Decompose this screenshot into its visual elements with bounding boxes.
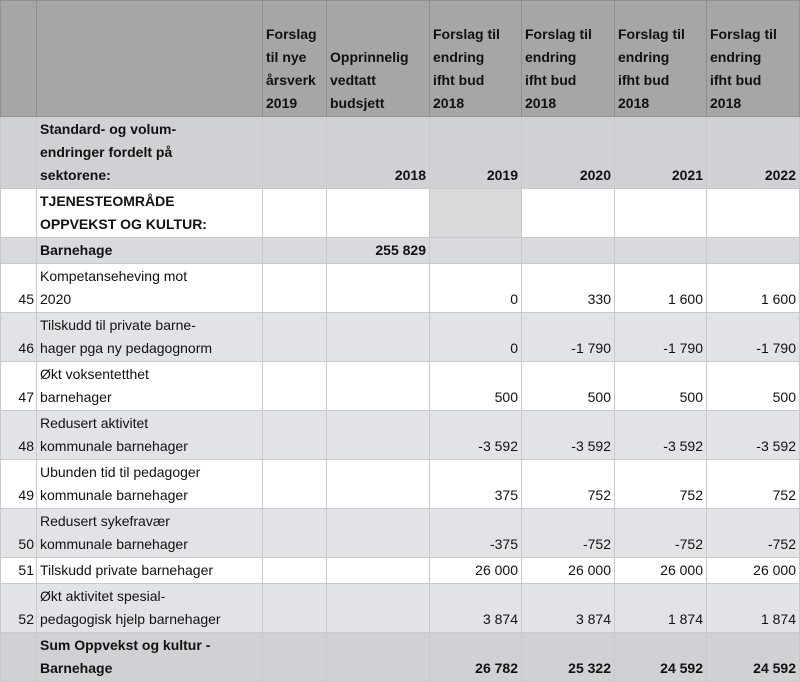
text-line: Opprinnelig: [330, 49, 409, 65]
row-description: [37, 584, 263, 633]
subsection-empty: [430, 238, 522, 264]
sector-blank: [1, 189, 37, 238]
row-value: -3 592: [707, 411, 800, 460]
subsection-empty: [263, 238, 327, 264]
row-value: 500: [430, 362, 522, 411]
row-value: 500: [522, 362, 615, 411]
year-cell: 2021: [615, 117, 707, 189]
sector-empty: [327, 189, 430, 238]
row-value: 26 000: [615, 558, 707, 584]
text-line: til nye: [266, 49, 307, 65]
row-description: [37, 264, 263, 313]
row-value: 3 874: [430, 584, 522, 633]
row-description: [37, 509, 263, 558]
row-value: -752: [522, 509, 615, 558]
row-budget: [327, 362, 430, 411]
text-line: endring: [618, 49, 670, 65]
text-line: budsjett: [330, 95, 385, 111]
table-row: [1, 460, 800, 509]
table-row: [1, 509, 800, 558]
text-line: Forslag til: [618, 26, 685, 42]
text-line: Standard- og volum-: [40, 121, 177, 137]
row-budget: [327, 313, 430, 362]
header-blank-no: [1, 1, 37, 117]
year-budget: 2018: [327, 117, 430, 189]
row-value: 1 600: [615, 264, 707, 313]
text-line: Tilskudd private barnehager: [40, 562, 214, 578]
row-value: 1 874: [707, 584, 800, 633]
text-line: kommunale barnehager: [40, 438, 188, 454]
row-value: 1 874: [615, 584, 707, 633]
sector-row: [1, 189, 800, 238]
subsection-row: [1, 238, 800, 264]
sum-value: 24 592: [615, 633, 707, 682]
text-line: Redusert sykefravær: [40, 513, 170, 529]
row-number: 52: [1, 584, 37, 633]
row-man-years: [263, 509, 327, 558]
subsection-label: Barnehage: [37, 238, 263, 264]
sector-empty: [707, 189, 800, 238]
text-line: TJENESTEOMRÅDE: [40, 193, 175, 209]
row-number: 46: [1, 313, 37, 362]
text-line: Barnehage: [40, 660, 113, 676]
row-value: 26 000: [522, 558, 615, 584]
years-blank: [1, 117, 37, 189]
text-line: 2019: [266, 95, 298, 111]
subsection-blank: [1, 238, 37, 264]
table-row: [1, 558, 800, 584]
row-budget: [327, 509, 430, 558]
row-number: 45: [1, 264, 37, 313]
sum-empty: [327, 633, 430, 682]
sum-empty: [263, 633, 327, 682]
text-line: kommunale barnehager: [40, 536, 188, 552]
years-blank-cell: [263, 117, 327, 189]
text-line: 2018: [710, 95, 742, 111]
row-value: -1 790: [615, 313, 707, 362]
row-budget: [327, 264, 430, 313]
row-description: [37, 460, 263, 509]
row-value: -3 592: [615, 411, 707, 460]
subsection-empty: [615, 238, 707, 264]
row-number: 50: [1, 509, 37, 558]
row-value: 0: [430, 313, 522, 362]
sum-value: 26 782: [430, 633, 522, 682]
row-value: -752: [615, 509, 707, 558]
text-line: sektorene:: [40, 167, 111, 183]
text-line: Ubunden tid til pedagoger: [40, 464, 201, 480]
row-value: -752: [707, 509, 800, 558]
text-line: ifht bud: [710, 72, 762, 88]
sector-empty: [522, 189, 615, 238]
text-line: ifht bud: [618, 72, 670, 88]
sum-blank: [1, 633, 37, 682]
row-value: 752: [615, 460, 707, 509]
row-number: 49: [1, 460, 37, 509]
row-man-years: [263, 313, 327, 362]
text-line: endring: [433, 49, 485, 65]
row-budget: [327, 460, 430, 509]
row-value: 26 000: [430, 558, 522, 584]
row-man-years: [263, 558, 327, 584]
row-value: 330: [522, 264, 615, 313]
text-line: 2018: [618, 95, 650, 111]
header-change-proposal: [707, 1, 800, 117]
row-value: -3 592: [522, 411, 615, 460]
year-cell: 2022: [707, 117, 800, 189]
row-man-years: [263, 584, 327, 633]
row-description: [37, 313, 263, 362]
header-row: [1, 1, 800, 117]
table-row: [1, 584, 800, 633]
text-line: 2018: [525, 95, 557, 111]
sector-empty: [263, 189, 327, 238]
row-man-years: [263, 460, 327, 509]
text-line: Økt voksentetthet: [40, 366, 149, 382]
text-line: Tilskudd til private barne-: [40, 317, 196, 333]
text-line: endring: [525, 49, 577, 65]
table-row: [1, 313, 800, 362]
text-line: Sum Oppvekst og kultur -: [40, 637, 211, 653]
subsection-empty: [707, 238, 800, 264]
year-cell: 2020: [522, 117, 615, 189]
row-man-years: [263, 264, 327, 313]
row-number: 51: [1, 558, 37, 584]
text-line: pedagogisk hjelp barnehager: [40, 611, 221, 627]
subsection-empty: [522, 238, 615, 264]
row-budget: [327, 558, 430, 584]
row-description: [37, 362, 263, 411]
text-line: endring: [710, 49, 762, 65]
row-budget: [327, 411, 430, 460]
row-value: 752: [522, 460, 615, 509]
row-value: -1 790: [707, 313, 800, 362]
table-row: [1, 264, 800, 313]
header-change-proposal: [522, 1, 615, 117]
text-line: Forslag til: [525, 26, 592, 42]
row-value: 0: [430, 264, 522, 313]
text-line: 2018: [433, 95, 465, 111]
text-line: 2020: [40, 291, 72, 307]
sum-label: [37, 633, 263, 682]
text-line: hager pga ny pedagognorm: [40, 340, 213, 356]
header-change-proposal: [430, 1, 522, 117]
sum-row: [1, 633, 800, 682]
row-budget: [327, 584, 430, 633]
years-label: [37, 117, 263, 189]
text-line: ifht bud: [433, 72, 485, 88]
subsection-budget: 255 829: [327, 238, 430, 264]
row-value: 500: [615, 362, 707, 411]
row-value: -3 592: [430, 411, 522, 460]
header-blank-label: [37, 1, 263, 117]
text-line: ifht bud: [525, 72, 577, 88]
row-value: 752: [707, 460, 800, 509]
years-row: [1, 117, 800, 189]
text-line: Forslag til: [710, 26, 777, 42]
row-number: 47: [1, 362, 37, 411]
sum-value: 25 322: [522, 633, 615, 682]
row-value: 500: [707, 362, 800, 411]
sector-empty: [615, 189, 707, 238]
row-value: 1 600: [707, 264, 800, 313]
row-man-years: [263, 362, 327, 411]
header-original-budget: [327, 1, 430, 117]
text-line: Kompetanseheving mot: [40, 268, 188, 284]
year-cell: 2019: [430, 117, 522, 189]
text-line: barnehager: [40, 389, 112, 405]
header-change-proposal: [615, 1, 707, 117]
row-description: [37, 558, 263, 584]
row-value: -375: [430, 509, 522, 558]
sector-label: [37, 189, 263, 238]
row-number: 48: [1, 411, 37, 460]
text-line: vedtatt: [330, 72, 376, 88]
text-line: kommunale barnehager: [40, 487, 188, 503]
header-new-man-years: [263, 1, 327, 117]
sum-value: 24 592: [707, 633, 800, 682]
row-value: -1 790: [522, 313, 615, 362]
table-row: [1, 411, 800, 460]
text-line: Forslag til: [433, 26, 500, 42]
row-description: [37, 411, 263, 460]
sector-empty: [430, 189, 522, 238]
text-line: OPPVEKST OG KULTUR:: [40, 216, 207, 232]
table-row: [1, 362, 800, 411]
row-value: 3 874: [522, 584, 615, 633]
row-value: 26 000: [707, 558, 800, 584]
row-man-years: [263, 411, 327, 460]
row-value: 375: [430, 460, 522, 509]
text-line: Redusert aktivitet: [40, 415, 149, 431]
text-line: endringer fordelt på: [40, 144, 173, 160]
text-line: Økt aktivitet spesial-: [40, 588, 166, 604]
text-line: Forslag: [266, 26, 317, 42]
text-line: årsverk: [266, 72, 316, 88]
